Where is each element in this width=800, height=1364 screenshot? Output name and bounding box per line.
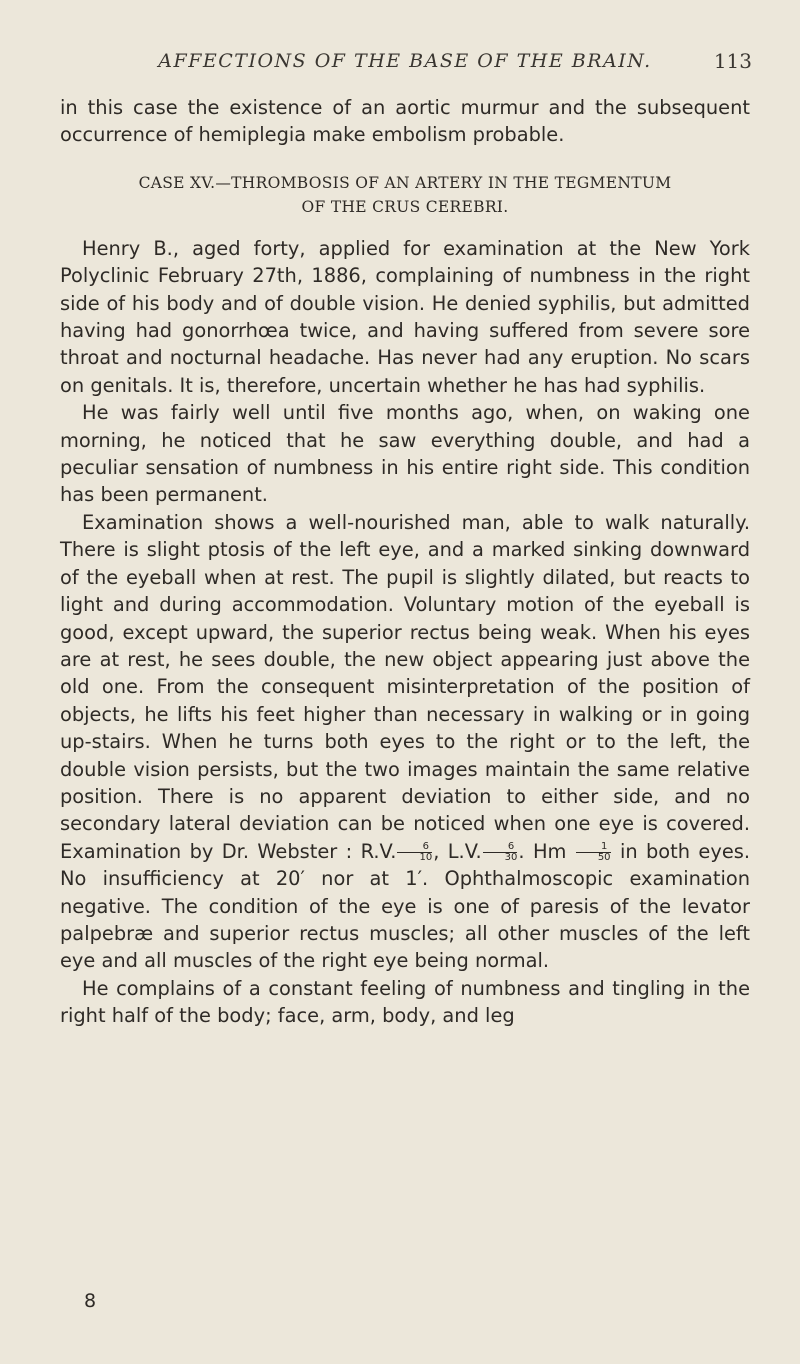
paragraph-text: Examination shows a well-nourished man, able to walk naturally. There is slight ptosis of the left eye, and a marked sinking downward of the eyeball when at rest. The pupil is slightly dilated, but reacts to light and during accommodation. Voluntary motion of the eyeball is good, except upward, the superior rectus being weak. When his eyes are at rest, he sees double, the new object appearing just above the old one. From the consequent misinterpretation of the position of objects, he lifts his feet higher than necessary in walking or in going up-stairs. When he turns both eyes to the right or to the left, the double vision persists, but the two images maintain the same relative position. There is no apparent deviation to either side, and no secondary lateral deviation can be noticed when one eye is covered. Examination by Dr. Webster :: [60, 510, 750, 863]
fraction-denominator: 50: [597, 851, 611, 863]
paragraph: He complains of a constant feeling of numbness and tingling in the right half of the body; face, arm, body, and leg: [60, 976, 750, 1028]
paragraph: in this case the existence of an aortic murmur and the subsequent occurrence of hemiplegia make embolism probable.: [60, 96, 750, 147]
paragraph: He was fairly well until five months ago, when, on waking one morning, he noticed that he saw everything double, and had a peculiar sensation of numbness in his entire right side. This condition has been permanent.: [60, 401, 750, 507]
case-heading-line: OF THE CRUS CEREBRI.: [301, 197, 509, 216]
fraction-numerator: 6: [397, 842, 432, 853]
fraction: [397, 842, 432, 863]
fraction-numerator: 1: [576, 842, 611, 853]
fraction: [576, 842, 611, 863]
signature-mark: 8: [84, 1290, 97, 1312]
case-heading: [60, 171, 750, 219]
acuity-label: Hm: [532, 839, 567, 863]
page-number: 113: [713, 49, 752, 73]
fraction: [483, 842, 518, 863]
paragraph-text: in both eyes. No insufficiency at 20′ nor at 1′. Ophthalmoscopic examination negative. The condition of the eye is one of paresis of the levator palpebræ and superior rectus muscles; all other muscles of the left eye and all muscles of the right eye being normal.: [60, 839, 751, 973]
acuity-label: L.V.: [447, 839, 482, 863]
paragraph: Henry B., aged forty, applied for examination at the New York Polyclinic February 27th, 1886, complaining of numbness in the right side of his body and of double vision. He denied syphilis, but admitted having had gonorrhœa twice, and having suffered from severe sore throat and nocturnal headache. Has never had any eruption. No scars on genitals. It is, therefore, uncertain whether he has had syphilis.: [60, 236, 750, 397]
fraction-denominator: 10: [419, 851, 433, 863]
case-heading-line: CASE XV.—THROMBOSIS OF AN ARTERY IN THE TEGMENTUM: [138, 173, 672, 192]
fraction-numerator: 6: [483, 842, 518, 853]
paragraph: Examination shows a well-nourished man, able to walk naturally. There is slight ptosis of the left eye, and a marked sinking downward of the eyeball when at rest. The pupil is slightly dilated, but reacts to light and during accommodation. Voluntary motion of the eyeball is good, except upward, the superior rectus being weak. When his eyes are at rest, he sees double, the new object appearing just above the old one. From the consequent misinterpretation of the position of objects, he lifts his feet higher than necessary in walking or in going up-stairs. When he turns both eyes to the right or to the left, the double vision persists, but the two images maintain the same relative position. There is no apparent deviation to either side, and no secondary lateral deviation can be noticed when one eye is covered. Examination by Dr. Webster : R.V. $\frac{6}{10}$ , L.V. $\frac{6}{30}$ . Hm $\frac{1}{50}$ in both eyes. No insufficiency at 20′ nor at 1′. Ophthalmoscopic examination negative. The condition of the eye is one of paresis of the levator palpebræ and superior rectus muscles; all other muscles of the left eye and all muscles of the right eye being normal.: [60, 510, 751, 973]
acuity-label: R.V.: [360, 839, 397, 863]
running-title: AFFECTIONS OF THE BASE OF THE BRAIN.: [158, 50, 652, 72]
body-text: [60, 94, 750, 1030]
fraction-denominator: 30: [504, 851, 518, 863]
